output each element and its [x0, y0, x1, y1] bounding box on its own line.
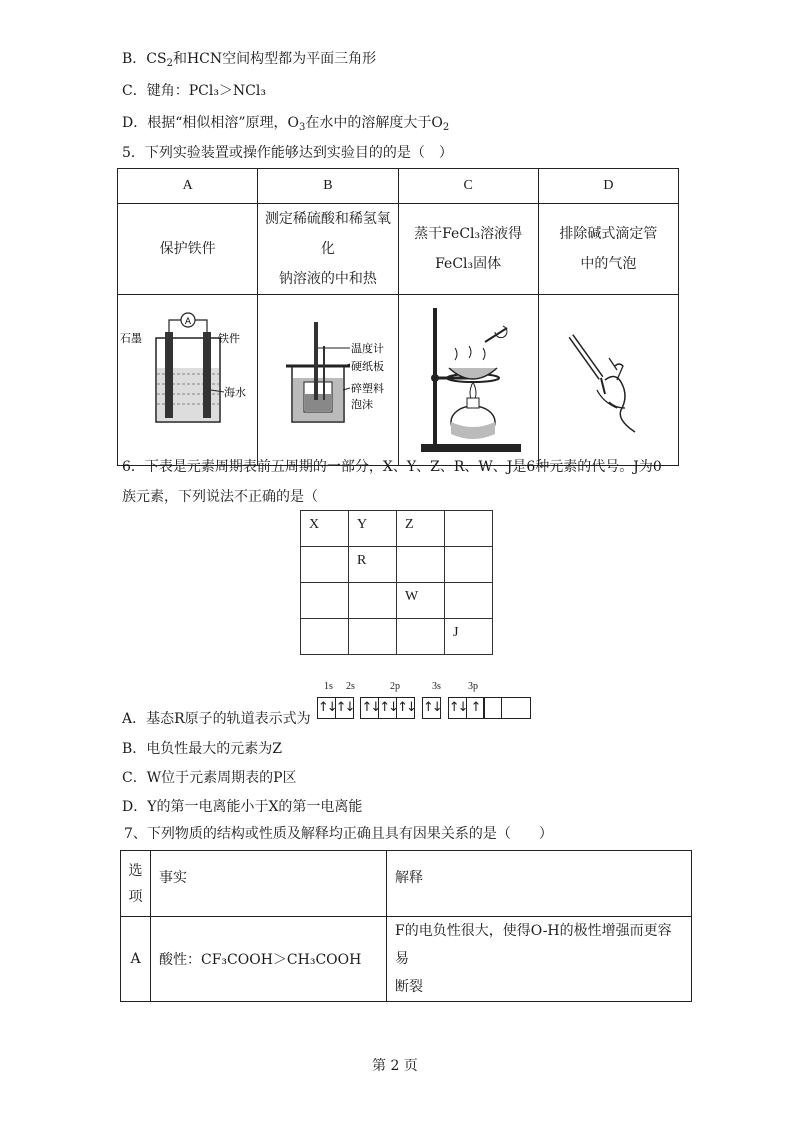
cell-empty	[301, 583, 349, 619]
orbital-box: ↑	[466, 697, 485, 719]
cell-empty	[445, 511, 493, 547]
iron-part-label: 铁件	[218, 332, 240, 345]
q5-desc-b: 测定稀硫酸和稀氢氧化 钠溶液的中和热	[258, 204, 398, 295]
q5-table	[117, 168, 679, 466]
q7-header-fact: 事实	[151, 851, 387, 917]
q7-row-option: A	[121, 917, 151, 1002]
evaporation-setup-figure	[399, 298, 539, 458]
cell-y: Y	[349, 511, 397, 547]
option-c: C．键角：PCl₃＞NCl₃	[122, 83, 266, 99]
foam-label-2: 泡沫	[351, 398, 374, 411]
q7-row-explain: F的电负性很大，使得O-H的极性增强而更容易 断裂	[387, 917, 692, 1002]
q6-option-c: C．W位于元素周期表的P区	[122, 770, 297, 786]
orbital-box: ↑↓	[396, 697, 415, 719]
thermometer-label: 温度计	[351, 342, 385, 355]
q6-stem-line1: 6．下表是元素周期表前五周期的一部分，X、Y、Z、R、W、J是6种元素的代号。J为0	[122, 459, 662, 475]
cell-j: J	[445, 619, 493, 655]
cell-x: X	[301, 511, 349, 547]
graphite-label: 石墨	[120, 332, 142, 345]
orbital-label: 3p	[468, 681, 478, 692]
cell-empty	[445, 547, 493, 583]
seawater-label: 海水	[224, 386, 246, 399]
q6-option-a: A．基态R原子的轨道表示式为	[122, 711, 311, 727]
orbital-box: ↑↓	[378, 697, 397, 719]
q5-header-a: A	[118, 169, 258, 204]
ammeter-label: A	[184, 317, 192, 327]
cell-empty	[445, 583, 493, 619]
q5-desc-c: 蒸干FeCl₃溶液得 FeCl₃固体	[398, 204, 538, 295]
cell-empty	[397, 619, 445, 655]
orbital-box: ↑↓	[335, 697, 354, 719]
q6-option-d: D．Y的第一电离能小于X的第一电离能	[122, 799, 363, 815]
q7-header-explain: 解释	[387, 851, 692, 917]
q5-header-b: B	[258, 169, 398, 204]
cell-empty	[301, 547, 349, 583]
orbital-label: 1s	[324, 681, 333, 692]
q6-option-b: B．电负性最大的元素为Z	[122, 741, 283, 757]
cell-empty	[349, 583, 397, 619]
orbital-label: 2s	[346, 681, 355, 692]
cell-z: Z	[397, 511, 445, 547]
q7-stem: 7、下列物质的结构或性质及解释均正确且具有因果关系的是（ ）	[124, 826, 553, 842]
orbital-label: 3s	[432, 681, 441, 692]
q5-desc-a: 保护铁件	[118, 204, 258, 295]
q5-fig-d-cell	[538, 295, 678, 466]
burette-hand-figure	[553, 318, 663, 438]
q7-header-option: 选项	[121, 851, 151, 917]
q5-desc-d: 排除碱式滴定管 中的气泡	[538, 204, 678, 295]
cell-empty	[301, 619, 349, 655]
q5-fig-c-cell	[398, 295, 538, 466]
calorimeter-figure	[258, 308, 398, 448]
cardboard-label: 硬纸板	[351, 360, 385, 373]
orbital-box	[501, 697, 531, 719]
cell-r: R	[349, 547, 397, 583]
orbital-box: ↑↓	[317, 697, 336, 719]
q6-stem-line2: 族元素，下列说法不正确的是（	[122, 489, 318, 505]
periodic-table-fragment	[300, 510, 493, 655]
q5-header-d: D	[538, 169, 678, 204]
orbital-label: 2p	[390, 681, 400, 692]
q5-header-c: C	[398, 169, 538, 204]
orbital-box: ↑↓	[360, 697, 379, 719]
option-d: D．根据“相似相溶”原理，$O_3$在水中的溶解度大于$O_2$	[122, 115, 450, 133]
q5-fig-b-cell	[258, 295, 398, 466]
electrolysis-apparatus-figure	[118, 308, 258, 448]
orbital-box: ↑↓	[422, 697, 441, 719]
q5-stem: 5．下列实验装置或操作能够达到实验目的的是（ ）	[122, 145, 453, 161]
orbital-box	[483, 697, 502, 719]
orbital-box: ↑↓	[448, 697, 467, 719]
cell-empty	[397, 547, 445, 583]
q7-row-fact: 酸性：CF₃COOH＞CH₃COOH	[151, 917, 387, 1002]
option-b: B．$CS_2$和HCN空间构型都为平面三角形	[122, 51, 377, 69]
cell-empty	[349, 619, 397, 655]
page-number: 第 2 页	[372, 1058, 418, 1074]
orbital-diagram	[318, 697, 531, 719]
q7-table	[120, 850, 692, 1002]
cell-w: W	[397, 583, 445, 619]
foam-label-1: 碎塑料	[351, 382, 385, 395]
q5-fig-a-cell	[118, 295, 258, 466]
